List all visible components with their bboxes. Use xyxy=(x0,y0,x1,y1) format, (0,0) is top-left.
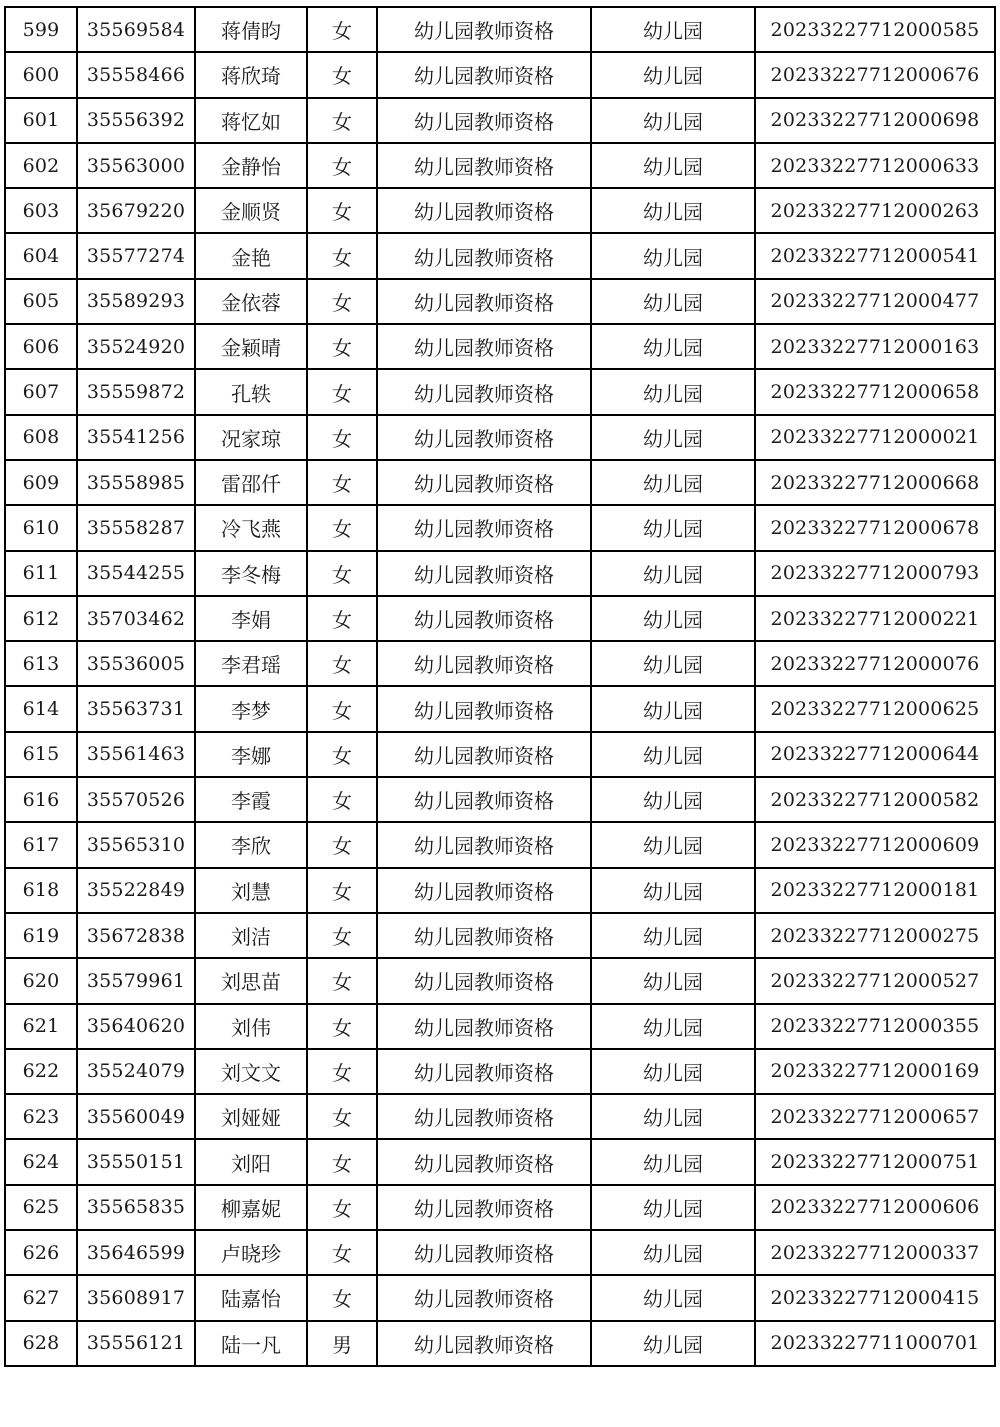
candidate-id-cell: 35569584 xyxy=(77,7,195,52)
row-index-cell: 619 xyxy=(5,913,77,958)
certificate-number-cell: 20233227712000633 xyxy=(755,143,995,188)
name-cell: 李君瑶 xyxy=(195,641,307,686)
candidate-id-cell: 35558466 xyxy=(77,52,195,97)
certificate-number-cell: 20233227712000021 xyxy=(755,415,995,460)
name-cell: 陆一凡 xyxy=(195,1321,307,1366)
row-index-cell: 608 xyxy=(5,415,77,460)
subject-cell: 幼儿园 xyxy=(591,1049,755,1094)
table-row xyxy=(5,822,995,867)
table-row xyxy=(5,233,995,278)
table-row xyxy=(5,1049,995,1094)
subject-cell: 幼儿园 xyxy=(591,958,755,1003)
qualification-type-cell: 幼儿园教师资格 xyxy=(377,98,591,143)
certificate-number-cell: 20233227712000169 xyxy=(755,1049,995,1094)
name-cell: 陆嘉怡 xyxy=(195,1275,307,1320)
name-cell: 况家琼 xyxy=(195,415,307,460)
gender-cell: 女 xyxy=(307,98,377,143)
row-index-cell: 601 xyxy=(5,98,77,143)
name-cell: 金顺贤 xyxy=(195,188,307,233)
subject-cell: 幼儿园 xyxy=(591,505,755,550)
name-cell: 李欣 xyxy=(195,822,307,867)
subject-cell: 幼儿园 xyxy=(591,1230,755,1275)
row-index-cell: 600 xyxy=(5,52,77,97)
candidate-id-cell: 35563731 xyxy=(77,686,195,731)
name-cell: 蒋欣琦 xyxy=(195,52,307,97)
subject-cell: 幼儿园 xyxy=(591,913,755,958)
subject-cell: 幼儿园 xyxy=(591,1321,755,1366)
qualification-type-cell: 幼儿园教师资格 xyxy=(377,822,591,867)
table-row xyxy=(5,1275,995,1320)
qualification-type-cell: 幼儿园教师资格 xyxy=(377,460,591,505)
row-index-cell: 613 xyxy=(5,641,77,686)
qualification-type-cell: 幼儿园教师资格 xyxy=(377,777,591,822)
qualification-type-cell: 幼儿园教师资格 xyxy=(377,143,591,188)
qualification-type-cell: 幼儿园教师资格 xyxy=(377,324,591,369)
candidate-id-cell: 35640620 xyxy=(77,1004,195,1049)
candidate-id-cell: 35558287 xyxy=(77,505,195,550)
table-row xyxy=(5,1185,995,1230)
qualification-type-cell: 幼儿园教师资格 xyxy=(377,551,591,596)
certificate-number-cell: 20233227712000221 xyxy=(755,596,995,641)
row-index-cell: 615 xyxy=(5,732,77,777)
table-row xyxy=(5,324,995,369)
certificate-number-cell: 20233227712000477 xyxy=(755,279,995,324)
row-index-cell: 628 xyxy=(5,1321,77,1366)
name-cell: 刘思苗 xyxy=(195,958,307,1003)
name-cell: 李娟 xyxy=(195,596,307,641)
name-cell: 金依蓉 xyxy=(195,279,307,324)
row-index-cell: 618 xyxy=(5,868,77,913)
candidate-id-cell: 35524920 xyxy=(77,324,195,369)
row-index-cell: 610 xyxy=(5,505,77,550)
candidate-id-cell: 35565835 xyxy=(77,1185,195,1230)
table-row xyxy=(5,52,995,97)
qualification-type-cell: 幼儿园教师资格 xyxy=(377,52,591,97)
certificate-number-cell: 20233227712000609 xyxy=(755,822,995,867)
name-cell: 刘娅娅 xyxy=(195,1094,307,1139)
row-index-cell: 617 xyxy=(5,822,77,867)
gender-cell: 女 xyxy=(307,324,377,369)
gender-cell: 女 xyxy=(307,1230,377,1275)
gender-cell: 女 xyxy=(307,596,377,641)
gender-cell: 女 xyxy=(307,279,377,324)
row-index-cell: 626 xyxy=(5,1230,77,1275)
gender-cell: 女 xyxy=(307,143,377,188)
qualification-type-cell: 幼儿园教师资格 xyxy=(377,958,591,1003)
name-cell: 孔轶 xyxy=(195,369,307,414)
subject-cell: 幼儿园 xyxy=(591,868,755,913)
subject-cell: 幼儿园 xyxy=(591,52,755,97)
qualification-type-cell: 幼儿园教师资格 xyxy=(377,279,591,324)
table-row xyxy=(5,188,995,233)
candidate-id-cell: 35561463 xyxy=(77,732,195,777)
name-cell: 李霞 xyxy=(195,777,307,822)
gender-cell: 女 xyxy=(307,369,377,414)
row-index-cell: 606 xyxy=(5,324,77,369)
certificate-number-cell: 20233227712000355 xyxy=(755,1004,995,1049)
table-row xyxy=(5,415,995,460)
subject-cell: 幼儿园 xyxy=(591,777,755,822)
row-index-cell: 627 xyxy=(5,1275,77,1320)
name-cell: 刘阳 xyxy=(195,1139,307,1184)
qualification-type-cell: 幼儿园教师资格 xyxy=(377,641,591,686)
candidate-id-cell: 35563000 xyxy=(77,143,195,188)
table-row xyxy=(5,7,995,52)
row-index-cell: 614 xyxy=(5,686,77,731)
name-cell: 李娜 xyxy=(195,732,307,777)
subject-cell: 幼儿园 xyxy=(591,279,755,324)
certificate-number-cell: 20233227712000541 xyxy=(755,233,995,278)
row-index-cell: 609 xyxy=(5,460,77,505)
certificate-number-cell: 20233227712000751 xyxy=(755,1139,995,1184)
candidate-id-cell: 35672838 xyxy=(77,913,195,958)
subject-cell: 幼儿园 xyxy=(591,596,755,641)
name-cell: 刘伟 xyxy=(195,1004,307,1049)
row-index-cell: 612 xyxy=(5,596,77,641)
candidate-id-cell: 35646599 xyxy=(77,1230,195,1275)
name-cell: 金颖晴 xyxy=(195,324,307,369)
name-cell: 李梦 xyxy=(195,686,307,731)
qualification-type-cell: 幼儿园教师资格 xyxy=(377,732,591,777)
candidate-id-cell: 35565310 xyxy=(77,822,195,867)
certificate-list-table xyxy=(4,6,996,1367)
certificate-number-cell: 20233227712000337 xyxy=(755,1230,995,1275)
table-row xyxy=(5,1094,995,1139)
table-row xyxy=(5,1230,995,1275)
gender-cell: 女 xyxy=(307,686,377,731)
row-index-cell: 611 xyxy=(5,551,77,596)
name-cell: 柳嘉妮 xyxy=(195,1185,307,1230)
candidate-id-cell: 35679220 xyxy=(77,188,195,233)
certificate-number-cell: 20233227712000793 xyxy=(755,551,995,596)
subject-cell: 幼儿园 xyxy=(591,143,755,188)
candidate-id-cell: 35541256 xyxy=(77,415,195,460)
qualification-type-cell: 幼儿园教师资格 xyxy=(377,505,591,550)
table-row xyxy=(5,369,995,414)
subject-cell: 幼儿园 xyxy=(591,324,755,369)
qualification-type-cell: 幼儿园教师资格 xyxy=(377,415,591,460)
name-cell: 金艳 xyxy=(195,233,307,278)
subject-cell: 幼儿园 xyxy=(591,98,755,143)
table-row xyxy=(5,1321,995,1366)
certificate-number-cell: 20233227712000527 xyxy=(755,958,995,1003)
table-row xyxy=(5,279,995,324)
subject-cell: 幼儿园 xyxy=(591,641,755,686)
candidate-id-cell: 35536005 xyxy=(77,641,195,686)
gender-cell: 女 xyxy=(307,1094,377,1139)
name-cell: 卢晓珍 xyxy=(195,1230,307,1275)
certificate-number-cell: 20233227712000076 xyxy=(755,641,995,686)
certificate-number-cell: 20233227712000163 xyxy=(755,324,995,369)
gender-cell: 女 xyxy=(307,505,377,550)
name-cell: 李冬梅 xyxy=(195,551,307,596)
certificate-number-cell: 20233227712000415 xyxy=(755,1275,995,1320)
row-index-cell: 622 xyxy=(5,1049,77,1094)
name-cell: 刘慧 xyxy=(195,868,307,913)
row-index-cell: 607 xyxy=(5,369,77,414)
qualification-type-cell: 幼儿园教师资格 xyxy=(377,1321,591,1366)
certificate-number-cell: 20233227712000668 xyxy=(755,460,995,505)
qualification-type-cell: 幼儿园教师资格 xyxy=(377,233,591,278)
gender-cell: 女 xyxy=(307,7,377,52)
subject-cell: 幼儿园 xyxy=(591,7,755,52)
gender-cell: 女 xyxy=(307,1049,377,1094)
table-row xyxy=(5,1004,995,1049)
gender-cell: 女 xyxy=(307,233,377,278)
candidate-id-cell: 35608917 xyxy=(77,1275,195,1320)
table-row xyxy=(5,913,995,958)
subject-cell: 幼儿园 xyxy=(591,551,755,596)
table-row xyxy=(5,460,995,505)
subject-cell: 幼儿园 xyxy=(591,188,755,233)
name-cell: 雷邵仟 xyxy=(195,460,307,505)
table-row xyxy=(5,596,995,641)
qualification-type-cell: 幼儿园教师资格 xyxy=(377,1094,591,1139)
certificate-number-cell: 20233227712000657 xyxy=(755,1094,995,1139)
qualification-type-cell: 幼儿园教师资格 xyxy=(377,868,591,913)
table-row xyxy=(5,868,995,913)
certificate-number-cell: 20233227712000181 xyxy=(755,868,995,913)
table-row xyxy=(5,551,995,596)
row-index-cell: 599 xyxy=(5,7,77,52)
candidate-id-cell: 35577274 xyxy=(77,233,195,278)
certificate-number-cell: 20233227712000263 xyxy=(755,188,995,233)
table-row xyxy=(5,505,995,550)
gender-cell: 女 xyxy=(307,1139,377,1184)
qualification-type-cell: 幼儿园教师资格 xyxy=(377,913,591,958)
gender-cell: 女 xyxy=(307,460,377,505)
certificate-number-cell: 20233227712000678 xyxy=(755,505,995,550)
row-index-cell: 602 xyxy=(5,143,77,188)
candidate-id-cell: 35703462 xyxy=(77,596,195,641)
row-index-cell: 604 xyxy=(5,233,77,278)
certificate-number-cell: 20233227712000585 xyxy=(755,7,995,52)
gender-cell: 女 xyxy=(307,732,377,777)
row-index-cell: 605 xyxy=(5,279,77,324)
candidate-id-cell: 35556121 xyxy=(77,1321,195,1366)
gender-cell: 女 xyxy=(307,415,377,460)
gender-cell: 女 xyxy=(307,1185,377,1230)
subject-cell: 幼儿园 xyxy=(591,1185,755,1230)
qualification-type-cell: 幼儿园教师资格 xyxy=(377,1139,591,1184)
candidate-id-cell: 35570526 xyxy=(77,777,195,822)
table-row xyxy=(5,958,995,1003)
table-row xyxy=(5,98,995,143)
candidate-id-cell: 35556392 xyxy=(77,98,195,143)
table-row xyxy=(5,143,995,188)
gender-cell: 女 xyxy=(307,1004,377,1049)
row-index-cell: 621 xyxy=(5,1004,77,1049)
candidate-id-cell: 35589293 xyxy=(77,279,195,324)
qualification-type-cell: 幼儿园教师资格 xyxy=(377,1185,591,1230)
gender-cell: 女 xyxy=(307,641,377,686)
row-index-cell: 620 xyxy=(5,958,77,1003)
row-index-cell: 624 xyxy=(5,1139,77,1184)
gender-cell: 女 xyxy=(307,1275,377,1320)
qualification-type-cell: 幼儿园教师资格 xyxy=(377,686,591,731)
table-row xyxy=(5,1139,995,1184)
name-cell: 蒋忆如 xyxy=(195,98,307,143)
name-cell: 金静怡 xyxy=(195,143,307,188)
qualification-type-cell: 幼儿园教师资格 xyxy=(377,1049,591,1094)
gender-cell: 女 xyxy=(307,913,377,958)
certificate-number-cell: 20233227712000658 xyxy=(755,369,995,414)
candidate-id-cell: 35560049 xyxy=(77,1094,195,1139)
certificate-number-cell: 20233227712000698 xyxy=(755,98,995,143)
subject-cell: 幼儿园 xyxy=(591,686,755,731)
table-row xyxy=(5,777,995,822)
qualification-type-cell: 幼儿园教师资格 xyxy=(377,188,591,233)
table-row xyxy=(5,641,995,686)
subject-cell: 幼儿园 xyxy=(591,1094,755,1139)
gender-cell: 女 xyxy=(307,188,377,233)
qualification-type-cell: 幼儿园教师资格 xyxy=(377,596,591,641)
name-cell: 冷飞燕 xyxy=(195,505,307,550)
gender-cell: 女 xyxy=(307,958,377,1003)
candidate-id-cell: 35522849 xyxy=(77,868,195,913)
gender-cell: 男 xyxy=(307,1321,377,1366)
subject-cell: 幼儿园 xyxy=(591,732,755,777)
name-cell: 刘文文 xyxy=(195,1049,307,1094)
table-row xyxy=(5,686,995,731)
row-index-cell: 616 xyxy=(5,777,77,822)
candidate-id-cell: 35550151 xyxy=(77,1139,195,1184)
table-body xyxy=(5,7,995,1366)
subject-cell: 幼儿园 xyxy=(591,1004,755,1049)
subject-cell: 幼儿园 xyxy=(591,822,755,867)
candidate-id-cell: 35544255 xyxy=(77,551,195,596)
row-index-cell: 625 xyxy=(5,1185,77,1230)
certificate-number-cell: 20233227712000275 xyxy=(755,913,995,958)
subject-cell: 幼儿园 xyxy=(591,460,755,505)
gender-cell: 女 xyxy=(307,868,377,913)
qualification-type-cell: 幼儿园教师资格 xyxy=(377,1275,591,1320)
name-cell: 蒋倩昀 xyxy=(195,7,307,52)
row-index-cell: 603 xyxy=(5,188,77,233)
certificate-number-cell: 20233227712000676 xyxy=(755,52,995,97)
qualification-type-cell: 幼儿园教师资格 xyxy=(377,1230,591,1275)
gender-cell: 女 xyxy=(307,52,377,97)
certificate-number-cell: 20233227712000644 xyxy=(755,732,995,777)
qualification-type-cell: 幼儿园教师资格 xyxy=(377,369,591,414)
subject-cell: 幼儿园 xyxy=(591,369,755,414)
subject-cell: 幼儿园 xyxy=(591,1275,755,1320)
candidate-id-cell: 35524079 xyxy=(77,1049,195,1094)
gender-cell: 女 xyxy=(307,822,377,867)
certificate-number-cell: 20233227712000606 xyxy=(755,1185,995,1230)
certificate-number-cell: 20233227712000625 xyxy=(755,686,995,731)
gender-cell: 女 xyxy=(307,777,377,822)
candidate-id-cell: 35559872 xyxy=(77,369,195,414)
certificate-number-cell: 20233227711000701 xyxy=(755,1321,995,1366)
qualification-type-cell: 幼儿园教师资格 xyxy=(377,1004,591,1049)
row-index-cell: 623 xyxy=(5,1094,77,1139)
name-cell: 刘洁 xyxy=(195,913,307,958)
qualification-type-cell: 幼儿园教师资格 xyxy=(377,7,591,52)
subject-cell: 幼儿园 xyxy=(591,415,755,460)
candidate-id-cell: 35558985 xyxy=(77,460,195,505)
table-row xyxy=(5,732,995,777)
subject-cell: 幼儿园 xyxy=(591,233,755,278)
candidate-id-cell: 35579961 xyxy=(77,958,195,1003)
certificate-number-cell: 20233227712000582 xyxy=(755,777,995,822)
subject-cell: 幼儿园 xyxy=(591,1139,755,1184)
gender-cell: 女 xyxy=(307,551,377,596)
